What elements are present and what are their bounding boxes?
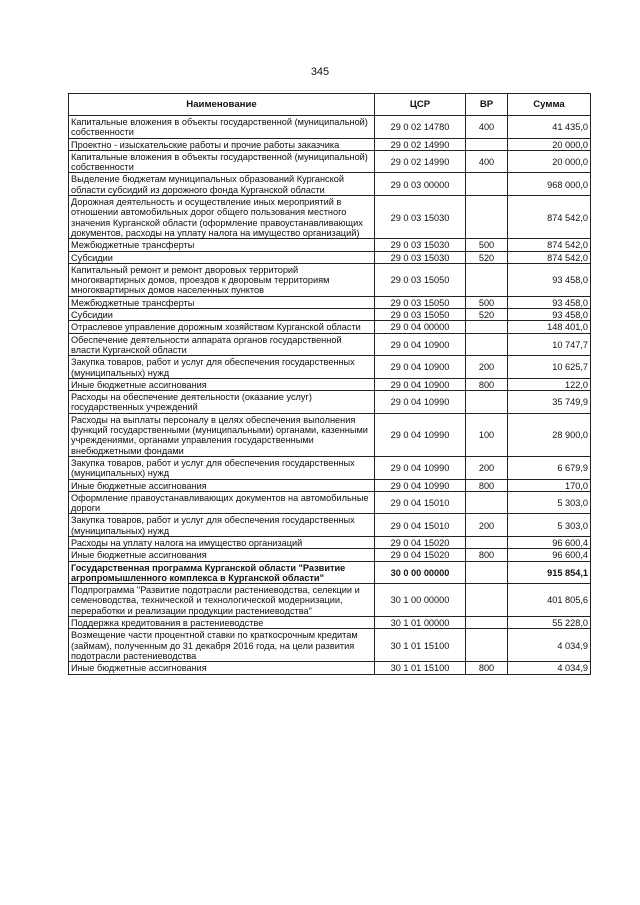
cell-vr: 800 (466, 479, 508, 491)
table-row (69, 549, 591, 561)
cell-vr (466, 491, 508, 514)
cell-vr: 200 (466, 514, 508, 537)
table-row (69, 536, 591, 548)
cell-csr: 29 0 04 10900 (375, 333, 466, 356)
cell-sum: 41 435,0 (508, 116, 591, 139)
cell-sum: 874 542,0 (508, 251, 591, 263)
cell-vr (466, 536, 508, 548)
table-row (69, 309, 591, 321)
table-row (69, 479, 591, 491)
cell-csr: 29 0 04 15010 (375, 491, 466, 514)
table-row (69, 456, 591, 479)
cell-name: Оформление правоустанавливающих документов на автомобильные дороги (69, 491, 375, 514)
cell-vr (466, 173, 508, 196)
cell-sum: 20 000,0 (508, 150, 591, 173)
cell-sum: 96 600,4 (508, 536, 591, 548)
table-row (69, 138, 591, 150)
table-row (69, 116, 591, 139)
cell-csr: 30 0 00 00000 (375, 561, 466, 584)
header-vr: ВР (466, 94, 508, 116)
table-row (69, 333, 591, 356)
cell-csr: 29 0 04 00000 (375, 321, 466, 333)
cell-name: Иные бюджетные ассигнования (69, 479, 375, 491)
cell-sum: 93 458,0 (508, 296, 591, 308)
cell-csr: 29 0 03 15050 (375, 263, 466, 296)
cell-csr: 30 1 01 15100 (375, 662, 466, 674)
cell-vr (466, 333, 508, 356)
cell-name: Иные бюджетные ассигнования (69, 378, 375, 390)
table-row (69, 239, 591, 251)
cell-name: Возмещение части процентной ставки по краткосрочным кредитам (займам), полученным до 31 декабря 2016 года, на цели развития подотрасли растениеводства (69, 629, 375, 662)
cell-sum: 915 854,1 (508, 561, 591, 584)
cell-vr: 800 (466, 378, 508, 390)
cell-vr: 200 (466, 456, 508, 479)
table-row (69, 251, 591, 263)
cell-csr: 29 0 04 10900 (375, 378, 466, 390)
cell-csr: 29 0 04 10900 (375, 356, 466, 379)
table-body (69, 116, 591, 675)
cell-vr (466, 263, 508, 296)
cell-name: Отраслевое управление дорожным хозяйством Курганской области (69, 321, 375, 333)
cell-sum: 6 679,9 (508, 456, 591, 479)
cell-name: Расходы на выплаты персоналу в целях обеспечения выполнения функций государственными (муниципальными) органами, казенными учреждениями, органами управления государственными внебюджетными фондами (69, 413, 375, 456)
cell-vr: 500 (466, 239, 508, 251)
cell-sum: 968 000,0 (508, 173, 591, 196)
cell-name: Закупка товаров, работ и услуг для обеспечения государственных (муниципальных) нужд (69, 514, 375, 537)
cell-vr: 400 (466, 116, 508, 139)
cell-csr: 29 0 04 10990 (375, 479, 466, 491)
cell-name: Межбюджетные трансферты (69, 296, 375, 308)
cell-sum: 10 747,7 (508, 333, 591, 356)
cell-name: Капитальные вложения в объекты государственной (муниципальной) собственности (69, 150, 375, 173)
cell-sum: 5 303,0 (508, 491, 591, 514)
cell-csr: 30 1 01 15100 (375, 629, 466, 662)
cell-sum: 93 458,0 (508, 309, 591, 321)
table-row (69, 378, 591, 390)
cell-name: Иные бюджетные ассигнования (69, 662, 375, 674)
cell-name: Государственная программа Курганской области "Развитие агропромышленного комплекса в Курганской области" (69, 561, 375, 584)
cell-sum: 20 000,0 (508, 138, 591, 150)
cell-csr: 29 0 04 15010 (375, 514, 466, 537)
header-name: Наименование (69, 94, 375, 116)
cell-sum: 122,0 (508, 378, 591, 390)
cell-vr (466, 391, 508, 414)
cell-sum: 401 805,6 (508, 584, 591, 617)
cell-vr: 520 (466, 309, 508, 321)
cell-name: Закупка товаров, работ и услуг для обеспечения государственных (муниципальных) нужд (69, 356, 375, 379)
cell-name: Расходы на обеспечение деятельности (оказание услуг) государственных учреждений (69, 391, 375, 414)
cell-vr (466, 629, 508, 662)
cell-name: Расходы на уплату налога на имущество организаций (69, 536, 375, 548)
cell-name: Выделение бюджетам муниципальных образований Курганской области субсидий из дорожного фонда Курганской области (69, 173, 375, 196)
cell-vr: 500 (466, 296, 508, 308)
cell-name: Капитальные вложения в объекты государственной (муниципальной) собственности (69, 116, 375, 139)
cell-name: Поддержка кредитования в растениеводстве (69, 617, 375, 629)
cell-csr: 30 1 01 00000 (375, 617, 466, 629)
cell-vr (466, 321, 508, 333)
table-row (69, 491, 591, 514)
cell-vr (466, 561, 508, 584)
cell-vr: 400 (466, 150, 508, 173)
header-sum: Сумма (508, 94, 591, 116)
cell-name: Подпрограмма "Развитие подотрасли растениеводства, селекции и семеноводства, технической и технологической модернизации, переработки и реализации продукции растениеводства" (69, 584, 375, 617)
cell-vr: 800 (466, 662, 508, 674)
cell-name: Иные бюджетные ассигнования (69, 549, 375, 561)
cell-vr (466, 617, 508, 629)
table-row (69, 263, 591, 296)
cell-sum: 4 034,9 (508, 662, 591, 674)
cell-name: Межбюджетные трансферты (69, 239, 375, 251)
page-number: 345 (310, 66, 330, 78)
table-row (69, 296, 591, 308)
cell-name: Капитальный ремонт и ремонт дворовых территорий многоквартирных домов, проездов к дворовым территориям многоквартирных домов населенных пунктов (69, 263, 375, 296)
cell-vr (466, 196, 508, 239)
cell-sum: 4 034,9 (508, 629, 591, 662)
cell-csr: 29 0 04 10990 (375, 391, 466, 414)
cell-sum: 93 458,0 (508, 263, 591, 296)
table-row (69, 514, 591, 537)
cell-csr: 29 0 04 10990 (375, 456, 466, 479)
cell-sum: 148 401,0 (508, 321, 591, 333)
table-row (69, 391, 591, 414)
cell-name: Субсидии (69, 309, 375, 321)
cell-sum: 10 625,7 (508, 356, 591, 379)
cell-sum: 28 900,0 (508, 413, 591, 456)
cell-csr: 29 0 02 14990 (375, 150, 466, 173)
cell-name: Обеспечение деятельности аппарата органов государственной власти Курганской области (69, 333, 375, 356)
cell-vr: 800 (466, 549, 508, 561)
cell-sum: 5 303,0 (508, 514, 591, 537)
cell-name: Дорожная деятельность и осуществление иных мероприятий в отношении автомобильных дорог общего пользования местного значения Курганской области (оформление правоустанавливающих документов, расходы на уплату налога на имущество организаций) (69, 196, 375, 239)
table-row (69, 356, 591, 379)
table-header-row (69, 94, 591, 116)
cell-sum: 874 542,0 (508, 196, 591, 239)
table-row (69, 196, 591, 239)
cell-sum: 170,0 (508, 479, 591, 491)
cell-csr: 30 1 00 00000 (375, 584, 466, 617)
table-row (69, 173, 591, 196)
table-row (69, 629, 591, 662)
table-row (69, 617, 591, 629)
cell-name: Закупка товаров, работ и услуг для обеспечения государственных (муниципальных) нужд (69, 456, 375, 479)
cell-csr: 29 0 03 15050 (375, 309, 466, 321)
cell-sum: 96 600,4 (508, 549, 591, 561)
cell-sum: 874 542,0 (508, 239, 591, 251)
cell-csr: 29 0 02 14990 (375, 138, 466, 150)
cell-csr: 29 0 03 15030 (375, 239, 466, 251)
cell-sum: 55 228,0 (508, 617, 591, 629)
cell-csr: 29 0 03 15030 (375, 196, 466, 239)
cell-csr: 29 0 04 10990 (375, 413, 466, 456)
table-row (69, 413, 591, 456)
cell-vr: 520 (466, 251, 508, 263)
header-csr: ЦСР (375, 94, 466, 116)
budget-table (68, 93, 591, 675)
cell-name: Проектно - изыскательские работы и прочие работы заказчика (69, 138, 375, 150)
table-row (69, 584, 591, 617)
table-row (69, 561, 591, 584)
cell-vr: 200 (466, 356, 508, 379)
cell-csr: 29 0 04 15020 (375, 549, 466, 561)
table-row (69, 150, 591, 173)
cell-vr: 100 (466, 413, 508, 456)
cell-csr: 29 0 03 15030 (375, 251, 466, 263)
cell-csr: 29 0 03 15050 (375, 296, 466, 308)
table-row (69, 321, 591, 333)
cell-vr (466, 138, 508, 150)
cell-csr: 29 0 03 00000 (375, 173, 466, 196)
cell-csr: 29 0 02 14780 (375, 116, 466, 139)
cell-sum: 35 749,9 (508, 391, 591, 414)
cell-name: Субсидии (69, 251, 375, 263)
cell-vr (466, 584, 508, 617)
cell-csr: 29 0 04 15020 (375, 536, 466, 548)
table-row (69, 662, 591, 674)
